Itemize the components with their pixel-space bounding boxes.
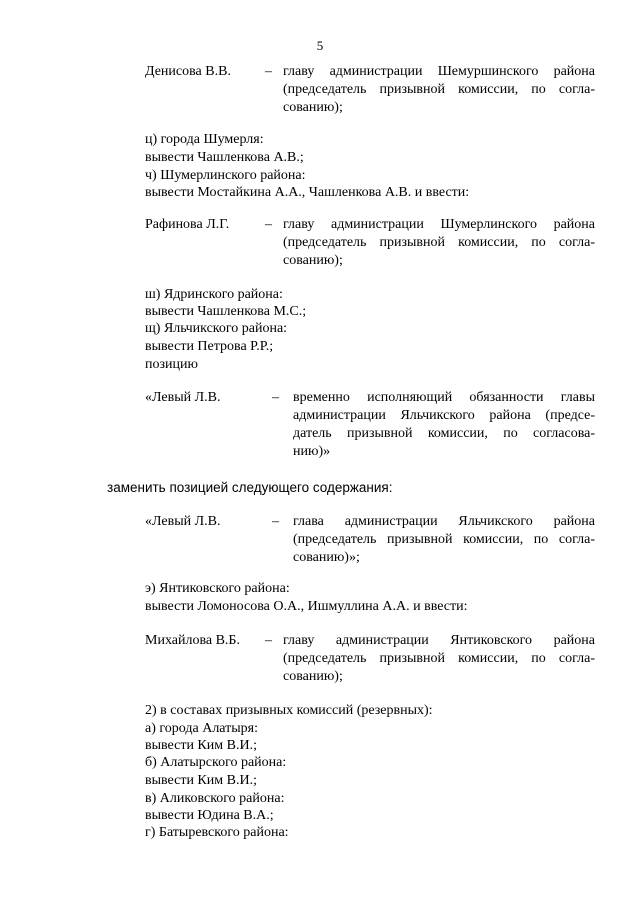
text-line: позицию [145, 357, 198, 372]
page-number: 5 [316, 38, 324, 53]
text-line: г) Батыревского района: [145, 825, 289, 840]
entry-desc-line: нию)» [293, 444, 331, 459]
entry-dash: – [272, 514, 279, 529]
entry-desc-line: сованию); [283, 669, 343, 684]
text-line: б) Алатырского района: [145, 755, 287, 770]
text-line: а) города Алатыря: [145, 721, 259, 736]
entry-name: Рафинова Л.Г. [145, 217, 230, 232]
entry-rafinova [145, 216, 595, 270]
entry-dash: – [265, 64, 272, 79]
entry-dash: – [265, 633, 272, 648]
text-line: э) Янтиковского района: [145, 581, 290, 596]
entry-desc-line: сованию); [283, 253, 343, 268]
text-line: в) Аликовского района: [145, 791, 285, 806]
entry-desc-line: сованию)»; [293, 550, 360, 565]
entry-description [293, 389, 595, 461]
text-line: вывести Ким В.И.; [145, 738, 257, 753]
entry-name: «Левый Л.В. [145, 390, 221, 405]
text-line: вывести Чашленкова М.С.; [145, 304, 307, 319]
text-line: вывести Ломоносова О.А., Ишмуллина А.А. и ввести: [145, 599, 468, 614]
text-line: вывести Мостайкина А.А., Чашленкова А.В. и ввести: [145, 185, 470, 200]
text-line: вывести Петрова Р.Р.; [145, 339, 274, 354]
entry-desc-line: глава администрации Яльчикского района [293, 514, 595, 529]
text-line: ц) города Шумерля: [145, 132, 264, 147]
entry-desc-line: датель призывной комиссии, по согласова- [293, 426, 595, 441]
entry-description [283, 216, 595, 270]
entry-name: «Левый Л.В. [145, 514, 221, 529]
entry-desc-line: администрации Яльчикского района (предсе- [293, 408, 595, 423]
text-line: ш) Ядринского района: [145, 287, 283, 302]
text-line: вывести Юдина В.А.; [145, 808, 274, 823]
replace-instruction: заменить позицией следующего содержания: [107, 480, 393, 495]
entry-desc-line: (председатель призывной комиссии, по согла- [283, 235, 595, 250]
entry-desc-line: главу администрации Шумерлинского района [283, 217, 595, 232]
entry-description [293, 513, 595, 567]
entry-levy-new [145, 513, 595, 567]
entry-levy-old [145, 389, 595, 461]
entry-desc-line: (председатель призывной комиссии, по согла- [283, 82, 595, 97]
entry-description [283, 632, 595, 686]
entry-mikhailova [145, 632, 595, 686]
entry-desc-line: главу администрации Янтиковского района [283, 633, 595, 648]
entry-name: Денисова В.В. [145, 64, 231, 79]
entry-name: Михайлова В.Б. [145, 633, 240, 648]
text-line: вывести Ким В.И.; [145, 773, 257, 788]
text-line: ч) Шумерлинского района: [145, 168, 306, 183]
text-line: вывести Чашленкова А.В.; [145, 150, 304, 165]
entry-dash: – [265, 217, 272, 232]
text-line: щ) Яльчикского района: [145, 321, 288, 336]
entry-desc-line: временно исполняющий обязанности главы [293, 390, 595, 405]
entry-description [283, 63, 595, 117]
entry-dash: – [272, 390, 279, 405]
entry-desc-line: главу администрации Шемуршинского района [283, 64, 595, 79]
text-line: 2) в составах призывных комиссий (резервных): [145, 703, 433, 718]
entry-desc-line: (председатель призывной комиссии, по согла- [283, 651, 595, 666]
entry-desc-line: сованию); [283, 100, 343, 115]
entry-denisova [145, 63, 595, 117]
entry-desc-line: (председатель призывной комиссии, по согла- [293, 532, 595, 547]
